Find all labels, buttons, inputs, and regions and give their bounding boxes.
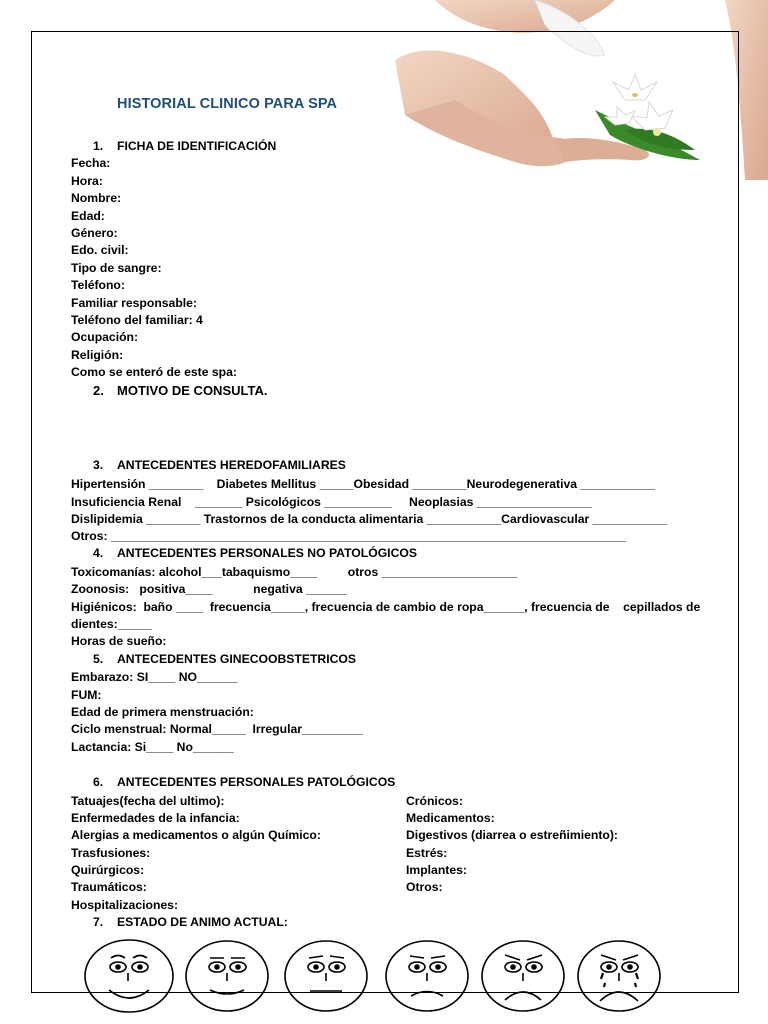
field-genero[interactable]: Género: <box>71 226 118 240</box>
field-nombre[interactable]: Nombre: <box>71 191 122 205</box>
dientes-line[interactable]: dientes:_____ <box>71 617 152 631</box>
sad-face-icon[interactable] <box>386 941 468 1011</box>
section-3-heading: 3. ANTECEDENTES HEREDOFAMILIARES <box>93 458 346 472</box>
field-ocupacion[interactable]: Ocupación: <box>71 330 139 344</box>
embarazo-line[interactable]: Embarazo: SI____ NO______ <box>71 670 238 684</box>
alergias-field[interactable]: Alergias a medicamentos o algún Químico: <box>71 828 321 842</box>
section-2-heading: 2. MOTIVO DE CONSULTA. <box>93 383 268 398</box>
field-fecha[interactable]: Fecha: <box>71 156 111 170</box>
mood-faces <box>80 938 680 1024</box>
quirurgicos-field[interactable]: Quirúrgicos: <box>71 863 145 877</box>
neutral-face-icon[interactable] <box>285 941 367 1011</box>
field-hora[interactable]: Hora: <box>71 174 103 188</box>
field-edad[interactable]: Edad: <box>71 209 105 223</box>
medicamentos-field[interactable]: Medicamentos: <box>406 811 495 825</box>
section-7-heading: 7. ESTADO DE ANIMO ACTUAL: <box>93 915 288 929</box>
enfermedades-infancia-field[interactable]: Enfermedades de la infancia: <box>71 811 240 825</box>
menstruacion-line[interactable]: Edad de primera menstruación: <box>71 705 254 719</box>
field-telefono[interactable]: Teléfono: <box>71 278 125 292</box>
hospitalizaciones-field[interactable]: Hospitalizaciones: <box>71 898 179 912</box>
zoonosis-line[interactable]: Zoonosis: positiva____ negativa ______ <box>71 582 347 596</box>
field-edo-civil[interactable]: Edo. civil: <box>71 243 129 257</box>
worried-face-icon[interactable] <box>482 941 564 1011</box>
digestivos-field[interactable]: Digestivos (diarrea o estreñimiento): <box>406 828 618 842</box>
toxicomanias-line[interactable]: Toxicomanías: alcohol___tabaquismo____ otros ____________________ <box>71 565 518 579</box>
section-5-heading: 5. ANTECEDENTES GINECOOBSTETRICOS <box>93 652 357 666</box>
field-como-se-entero[interactable]: Como se enteró de este spa: <box>71 365 237 379</box>
ciclo-menstrual-line[interactable]: Ciclo menstrual: Normal_____ Irregular_________ <box>71 722 363 736</box>
fum-line[interactable]: FUM: <box>71 688 102 702</box>
implantes-field[interactable]: Implantes: <box>406 863 467 877</box>
section-4-heading: 4. ANTECEDENTES PERSONALES NO PATOLÓGICOS <box>93 546 417 560</box>
field-familiar-responsable[interactable]: Familiar responsable: <box>71 296 197 310</box>
happy-face-icon[interactable] <box>85 940 173 1012</box>
field-religion[interactable]: Religión: <box>71 348 124 362</box>
heredofamiliares-otros[interactable]: Otros: ____________________________________________________________________________ <box>71 529 627 543</box>
traumaticos-field[interactable]: Traumáticos: <box>71 880 147 894</box>
horas-sueno-line[interactable]: Horas de sueño: <box>71 634 167 648</box>
higienicos-line[interactable]: Higiénicos: baño ____ frecuencia_____, frecuencia de cambio de ropa______, frecuencia de cepillados de <box>71 600 701 614</box>
heredofamiliares-line[interactable]: Hipertensión ________ Diabetes Mellitus _____Obesidad ________Neurodegenerativa ___________ <box>71 477 655 491</box>
field-tipo-sangre[interactable]: Tipo de sangre: <box>71 261 162 275</box>
page-title: HISTORIAL CLINICO PARA SPA <box>117 96 338 112</box>
section-6-heading: 6. ANTECEDENTES PERSONALES PATOLÓGICOS <box>93 775 396 789</box>
crying-face-icon[interactable] <box>578 941 660 1011</box>
tatuajes-field[interactable]: Tatuajes(fecha del ultimo): <box>71 794 225 808</box>
estres-field[interactable]: Estrés: <box>406 846 448 860</box>
field-telefono-familiar[interactable]: Teléfono del familiar: 4 <box>71 313 203 327</box>
heredofamiliares-line[interactable]: Dislipidemia ________ Trastornos de la conducta alimentaria ___________Cardiovascular ___________ <box>71 512 668 526</box>
section-1-heading: 1. FICHA DE IDENTIFICACIÓN <box>93 139 277 153</box>
calm-face-icon[interactable] <box>186 941 268 1011</box>
otros-field[interactable]: Otros: <box>406 880 443 894</box>
lactancia-line[interactable]: Lactancia: Si____ No______ <box>71 740 234 754</box>
trasfusiones-field[interactable]: Trasfusiones: <box>71 846 151 860</box>
heredofamiliares-line[interactable]: Insuficiencia Renal _______ Psicológicos __________ Neoplasias _________________ <box>71 495 593 509</box>
cronicos-field[interactable]: Crónicos: <box>406 794 463 808</box>
